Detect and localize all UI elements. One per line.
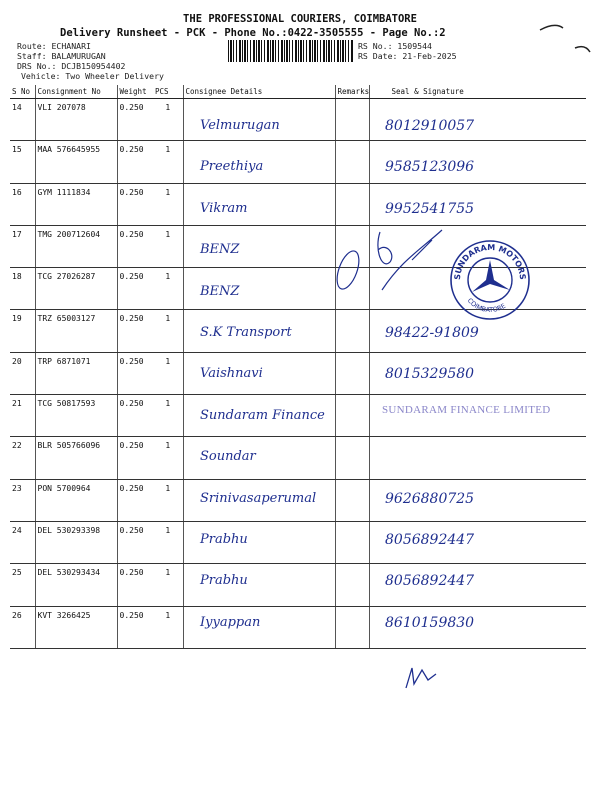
signature-phone: 8056892447 <box>385 532 475 548</box>
row-weight: 0.250 <box>117 521 153 563</box>
row-consignment: DEL 530293398 <box>35 521 117 563</box>
document-title: THE PROFESSIONAL COURIERS, COIMBATORE <box>183 13 417 25</box>
signature-phone: 9585123096 <box>385 159 475 176</box>
row-consignment: DEL 530293434 <box>35 564 117 606</box>
row-sno: 26 <box>10 606 35 648</box>
consignee-handwritten: Iyyappan <box>200 614 261 630</box>
consignee-handwritten: Srinivasaperumal <box>200 490 317 506</box>
row-sno: 17 <box>10 225 35 267</box>
signature-phone: 8012910057 <box>385 118 475 134</box>
bottom-initials <box>402 660 442 692</box>
row-weight: 0.250 <box>117 225 153 267</box>
consignee-handwritten: Soundar <box>200 449 256 465</box>
row-sno: 14 <box>10 99 35 141</box>
table-row <box>10 606 586 648</box>
col-sno: S No <box>10 85 35 99</box>
route-text: Route: ECHANARI <box>17 41 91 51</box>
col-consignee: Consignee Details <box>183 85 335 99</box>
table-row <box>10 99 586 141</box>
row-remarks-cell <box>335 310 369 352</box>
row-weight: 0.250 <box>117 99 153 141</box>
row-consignment: PON 5700964 <box>35 479 117 521</box>
row-pcs: 1 <box>153 141 183 183</box>
table-row <box>10 183 586 225</box>
row-weight: 0.250 <box>117 183 153 225</box>
signature-phone: 9626880725 <box>385 490 475 507</box>
corner-mark <box>535 18 595 58</box>
col-weight: Weight <box>117 85 153 99</box>
row-remarks-cell <box>335 521 369 563</box>
signature-phone: 8056892447 <box>385 573 475 590</box>
row-sno: 23 <box>10 479 35 521</box>
row-pcs: 1 <box>153 183 183 225</box>
rs-date: RS Date: 21-Feb-2025 <box>358 51 457 61</box>
row-signature-cell <box>369 437 586 479</box>
meta-right <box>358 41 457 61</box>
oval-mark <box>333 245 363 295</box>
seal-text-top: SUNDARAM MOTORS <box>452 242 528 281</box>
row-consignment: TRZ 65003127 <box>35 310 117 352</box>
document-subtitle: Delivery Runsheet - PCK - Phone No.:0422-3505555 - Page No.:2 <box>60 27 446 39</box>
row-weight: 0.250 <box>117 564 153 606</box>
drs-number: DRS No.: DCJB150954402 <box>17 61 126 71</box>
row-pcs: 1 <box>153 395 183 437</box>
consignee-handwritten: Vikram <box>200 200 248 216</box>
consignee-handwritten: S.K Transport <box>200 325 292 340</box>
signature-phone: 98422-91809 <box>385 325 479 341</box>
vehicle-text: Vehicle: Two Wheeler Delivery <box>21 71 164 81</box>
row-weight: 0.250 <box>117 268 153 310</box>
row-remarks-cell <box>335 99 369 141</box>
row-consignment: BLR 505766096 <box>35 437 117 479</box>
table-row <box>10 141 586 183</box>
row-consignment: TMG 200712604 <box>35 225 117 267</box>
row-consignment: TCG 27026287 <box>35 268 117 310</box>
signature-phone: 8015329580 <box>385 366 475 383</box>
row-weight: 0.250 <box>117 437 153 479</box>
row-weight: 0.250 <box>117 141 153 183</box>
row-pcs: 1 <box>153 479 183 521</box>
consignee-handwritten: Sundaram Finance <box>200 407 325 423</box>
row-remarks-cell <box>335 183 369 225</box>
row-weight: 0.250 <box>117 395 153 437</box>
row-remarks-cell <box>335 606 369 648</box>
runsheet-table <box>10 85 586 649</box>
row-consignment: TRP 6871071 <box>35 352 117 394</box>
row-sno: 24 <box>10 521 35 563</box>
row-pcs: 1 <box>153 437 183 479</box>
consignee-handwritten: Preethiya <box>200 159 264 175</box>
row-weight: 0.250 <box>117 606 153 648</box>
table-row <box>10 437 586 479</box>
row-pcs: 1 <box>153 564 183 606</box>
consignee-handwritten: BENZ <box>200 283 240 299</box>
staff-text: Staff: BALAMURUGAN <box>17 51 106 61</box>
row-pcs: 1 <box>153 268 183 310</box>
row-remarks-cell <box>335 437 369 479</box>
row-pcs: 1 <box>153 606 183 648</box>
col-consignment: Consignment No <box>35 85 117 99</box>
consignee-handwritten: BENZ <box>200 242 240 258</box>
row-consignment: TCG 50817593 <box>35 395 117 437</box>
row-remarks-cell <box>335 479 369 521</box>
table-row <box>10 352 586 394</box>
row-weight: 0.250 <box>117 479 153 521</box>
signature-phone: 8610159830 <box>385 614 475 631</box>
seal-text-bottom: COIMBATORE <box>465 296 508 315</box>
signature-scribble <box>372 220 462 300</box>
row-consignment: KVT 3266425 <box>35 606 117 648</box>
consignee-handwritten: Velmurugan <box>200 118 280 133</box>
rs-number: RS No.: 1509544 <box>358 41 432 51</box>
barcode <box>228 40 354 62</box>
row-sno: 21 <box>10 395 35 437</box>
table-row <box>10 564 586 606</box>
consignee-handwritten: Prabhu <box>200 532 248 547</box>
row-sno: 18 <box>10 268 35 310</box>
consignee-handwritten: Prabhu <box>200 573 248 589</box>
table-row <box>10 521 586 563</box>
row-weight: 0.250 <box>117 310 153 352</box>
row-pcs: 1 <box>153 352 183 394</box>
col-seal-signature: Seal & Signature <box>369 85 586 99</box>
row-sno: 22 <box>10 437 35 479</box>
row-sno: 16 <box>10 183 35 225</box>
row-remarks-cell <box>335 352 369 394</box>
row-sno: 25 <box>10 564 35 606</box>
row-remarks-cell <box>335 564 369 606</box>
row-remarks-cell <box>335 141 369 183</box>
row-pcs: 1 <box>153 521 183 563</box>
signature-phone: 9952541755 <box>385 200 475 217</box>
consignee-handwritten: Vaishnavi <box>200 366 263 382</box>
row-consignment: MAA 576645955 <box>35 141 117 183</box>
row-pcs: 1 <box>153 310 183 352</box>
row-pcs: 1 <box>153 225 183 267</box>
row-sno: 20 <box>10 352 35 394</box>
row-weight: 0.250 <box>117 352 153 394</box>
row-consignment: VLI 207078 <box>35 99 117 141</box>
row-remarks-cell <box>335 395 369 437</box>
row-pcs: 1 <box>153 99 183 141</box>
finance-stamp: SUNDARAM FINANCE LIMITED <box>382 403 551 416</box>
table-header-row <box>10 85 586 99</box>
row-sno: 15 <box>10 141 35 183</box>
col-pcs: PCS <box>153 85 183 99</box>
row-sno: 19 <box>10 310 35 352</box>
col-remarks: Remarks <box>335 85 369 99</box>
row-consignment: GYM 1111834 <box>35 183 117 225</box>
meta-left <box>17 41 164 81</box>
